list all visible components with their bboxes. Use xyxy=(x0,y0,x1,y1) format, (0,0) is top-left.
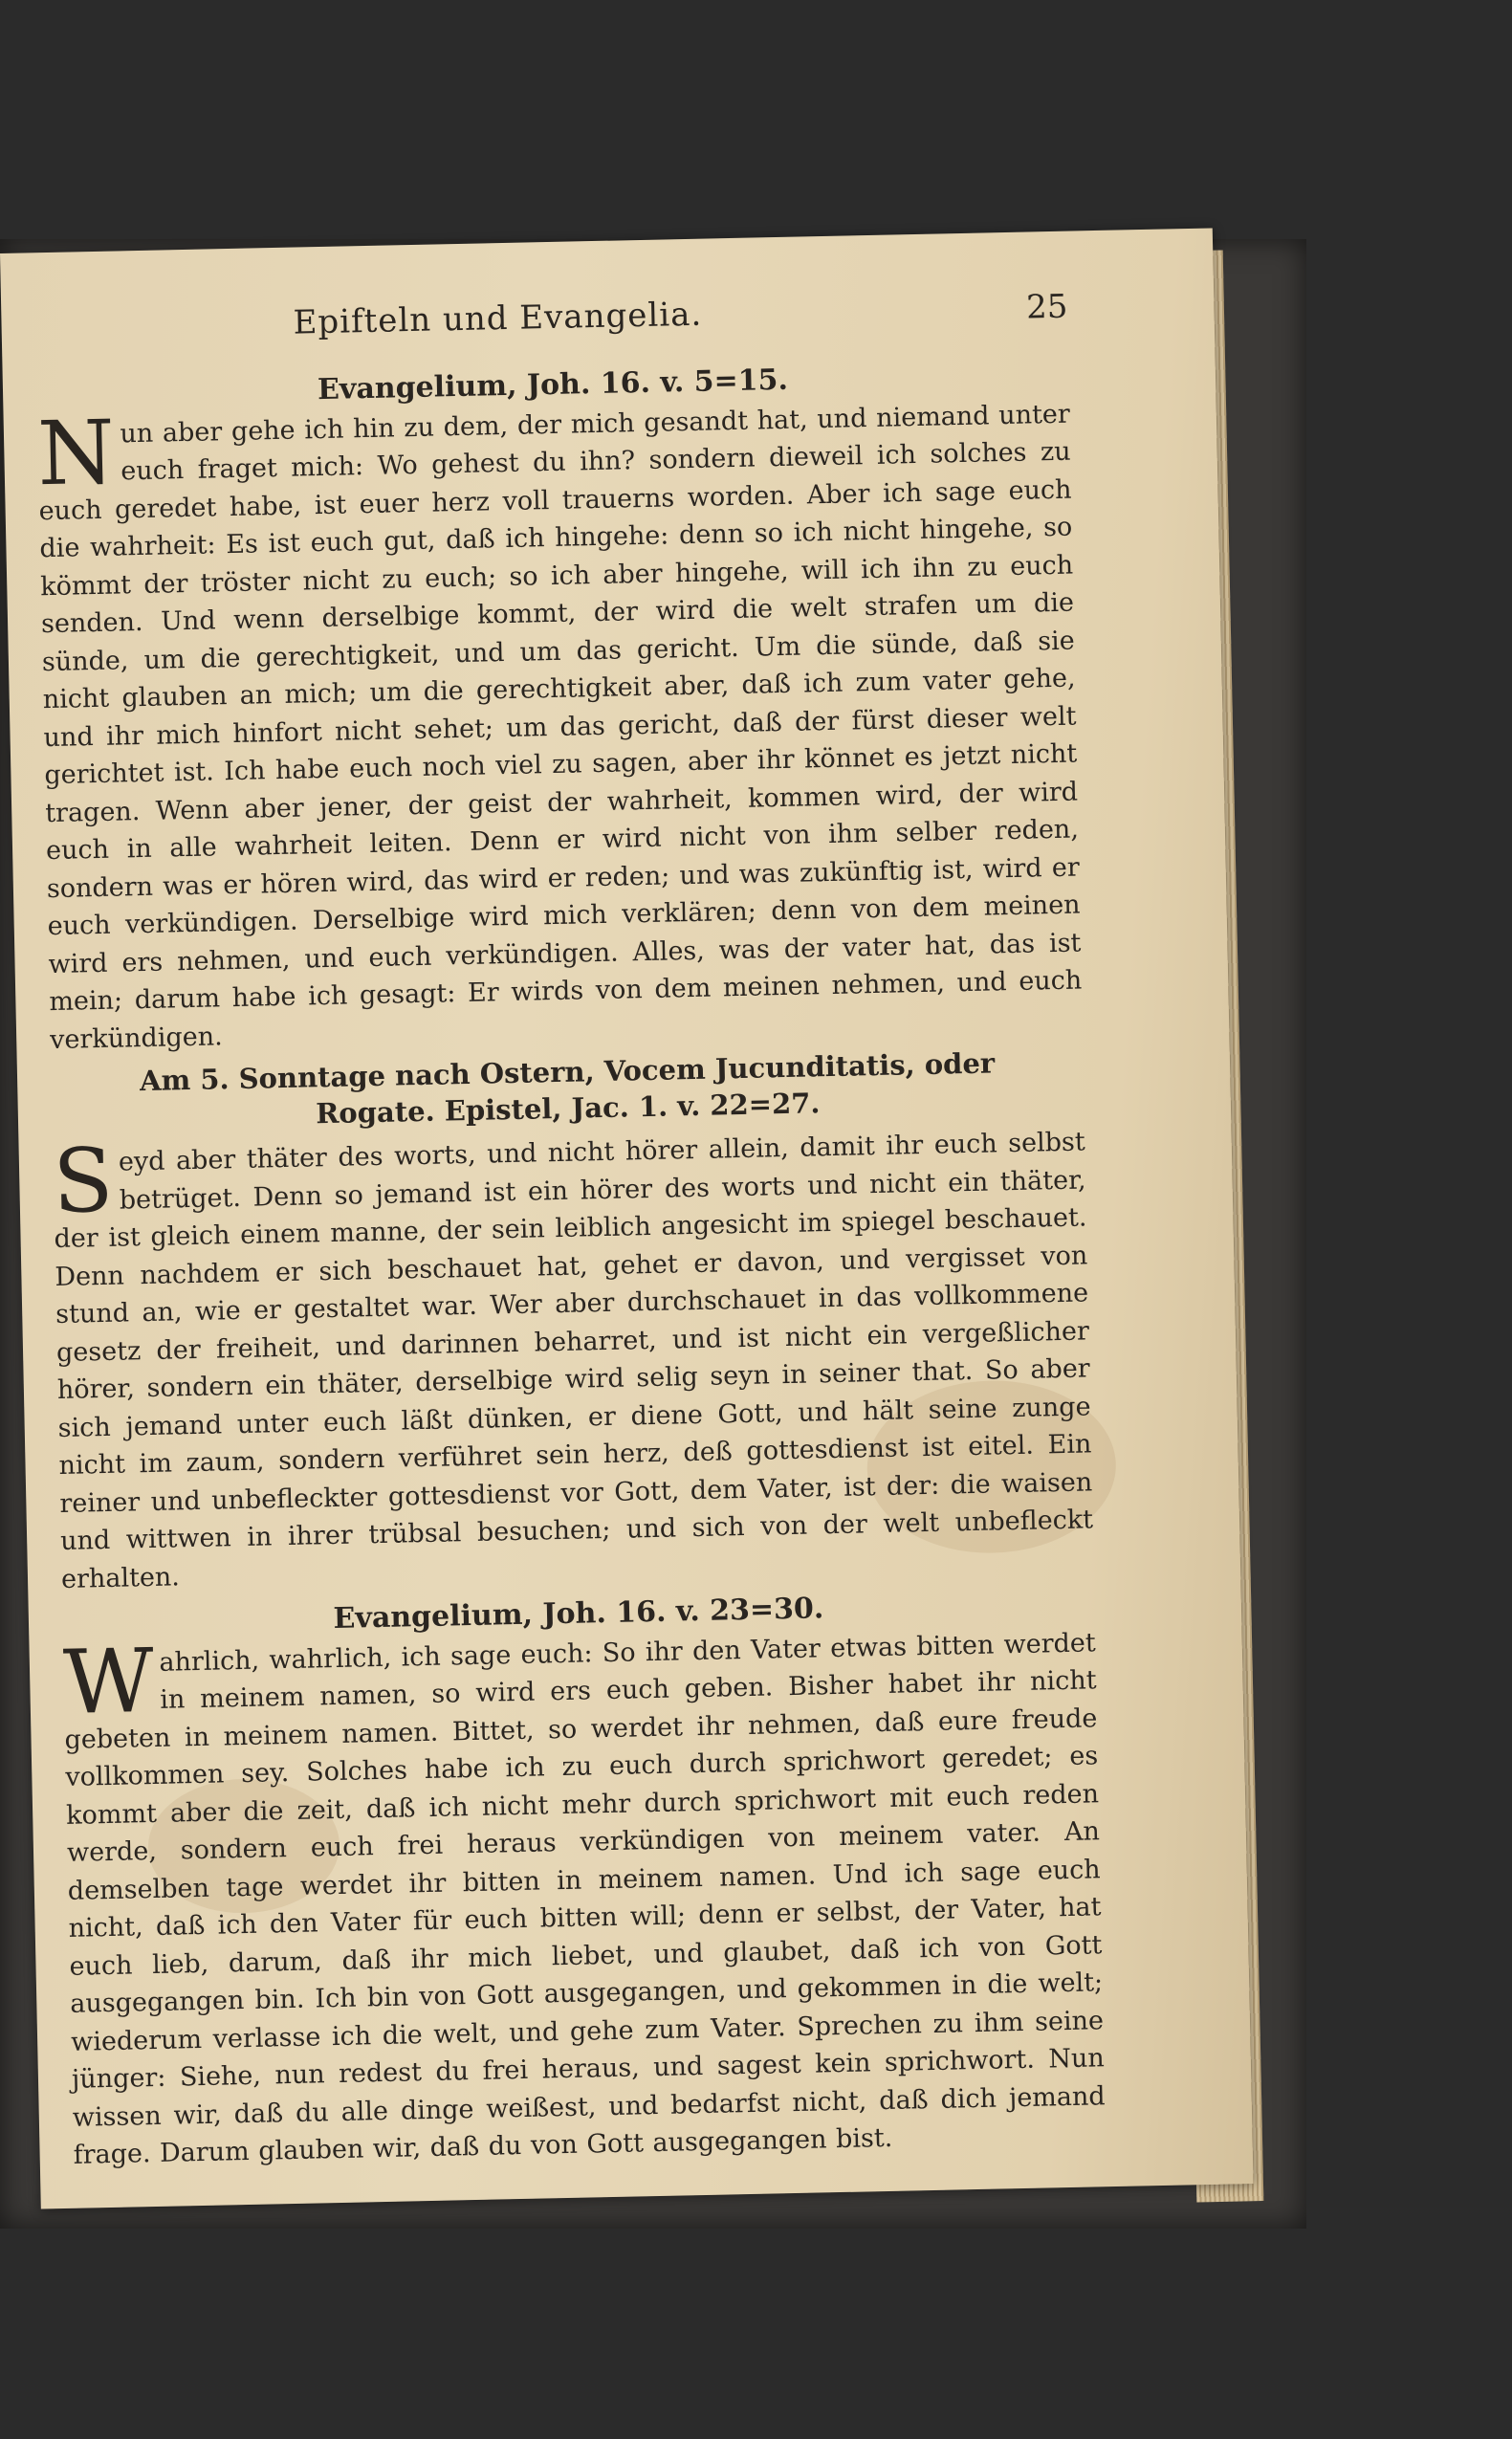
drop-cap: S xyxy=(52,1129,115,1234)
section-heading xyxy=(51,1043,1085,1137)
book-page xyxy=(0,228,1254,2208)
page-content xyxy=(34,289,1107,2175)
section-heading: Evangelium, Joh. 16. v. 23=30. xyxy=(333,1592,824,1637)
running-title: Epifteln und Evangelia. xyxy=(293,295,703,342)
section-text xyxy=(62,1624,1106,2174)
paragraph-body: ahrlich, wahrlich, ich sage euch: So ihr den Vater etwas bitten werdet in meinem namen, so wird ers euch geben. Bisher habet ihr nicht gebeten in meinem namen. Bittet, so werdet ihr nehmen, daß eure freude vollkommen sey. Solches habe ich zu euch durch sprichwort geredet; es kommt aber die zeit, daß ich nicht mehr durch sprichwort mit euch reden werde, sondern euch frei heraus verkündigen von meinem vater. An demselben tage werdet ihr bitten in meinem namen. Und ich sage euch nicht, daß ich den Vater für euch bitten will; denn er selbst, der Vater, hat euch lieb, darum, daß ihr mich liebet, und glaubet, daß ich von Gott ausgegangen bin. Ich bin von Gott ausgegangen, und gekommen in die welt; wiederum verlasse ich die welt, und gehe zum Vater. Sprechen zu ihm seine jünger: Siehe, nun redest du frei heraus, und sagest kein sprichwort. Nun wissen wir, daß du alle dinge weißest, und bedarfst nicht, daß dich jemand frage. Darum glauben wir, daß du von Gott ausgegangen bist. xyxy=(64,1627,1106,2170)
section-text xyxy=(37,395,1084,1059)
paragraph-body: eyd aber thäter des worts, und nicht hörer allein, damit ihr euch selbst betrüget. Denn so jemand ist ein hörer des worts und nicht ein thäter, der ist gleich einem manne, der sein leiblich angesicht im spiegel beschauet. Denn nachdem er sich beschauet hat, gehet er davon, und vergisset von stund an, wie er gestaltet war. Wer aber durchschauet in das vollkommene gesetz der freiheit, und darinnen beharret, und ist nicht ein vergeßlicher hörer, sondern ein thäter, derselbige wird selig seyn in seiner that. So aber sich jemand unter euch läßt dünken, er diene Gott, und hält seine zunge nicht im zaum, sondern verführet sein herz, deß gottesdienst ist eitel. Ein reiner und unbefleckter gottesdienst vor Gott, dem Vater, ist der: die waisen und wittwen in ihrer trübsal besuchen; und sich von der welt unbefleckt erhalten. xyxy=(54,1127,1094,1594)
drop-cap: W xyxy=(62,1629,155,1734)
drop-cap: N xyxy=(36,401,116,505)
section-heading: Evangelium, Joh. 16. v. 5=15. xyxy=(317,363,789,407)
section-heading-line: Am 5. Sonntage nach Ostern, Vocem Jucunditatis, oder xyxy=(139,1046,996,1098)
page-number: 25 xyxy=(1025,287,1068,327)
paragraph-body: un aber gehe ich hin zu dem, der mich gesandt hat, und niemand unter euch fraget mich: Wo gehest du ihn? sondern dieweil ich solches zu euch geredet habe, ist euer herz voll trauerns worden. Aber ich sage euch die wahrheit: Es ist euch gut, daß ich hingehe: denn so ich nicht hingehe, so kömmt der tröster nicht zu euch; so ich aber hingehe, will ich ihn zu euch senden. Und wenn derselbige kommt, der wird die welt strafen um die sünde, um die gerechtigkeit, und um das gericht. Um die sünde, daß sie nicht glauben an mich; um die gerechtigkeit aber, daß ich zum vater gehe, und ihr mich hinfort nicht sehet; um das gericht, daß der fürst dieser welt gerichtet ist. Ich habe euch noch viel zu sagen, aber ihr könnet es jetzt nicht tragen. Wenn aber jener, der geist der wahrheit, kommen wird, der wird euch in alle wahrheit leiten. Denn er wird nicht von ihm selber reden, sondern was er hören wird, das wird er reden; und was zukünftig ist, wird er euch verkündigen. Derselbige wird mich verklären; denn von dem meinen wird ers nehmen, und euch verkündigen. Alles, was der vater hat, das ist mein; darum habe ich gesagt: Er wirds von dem meinen nehmen, und euch verkündigen. xyxy=(38,399,1083,1055)
section-text xyxy=(53,1123,1095,1598)
section-heading-line: Rogate. Epistel, Jac. 1. v. 22=27. xyxy=(315,1087,821,1131)
